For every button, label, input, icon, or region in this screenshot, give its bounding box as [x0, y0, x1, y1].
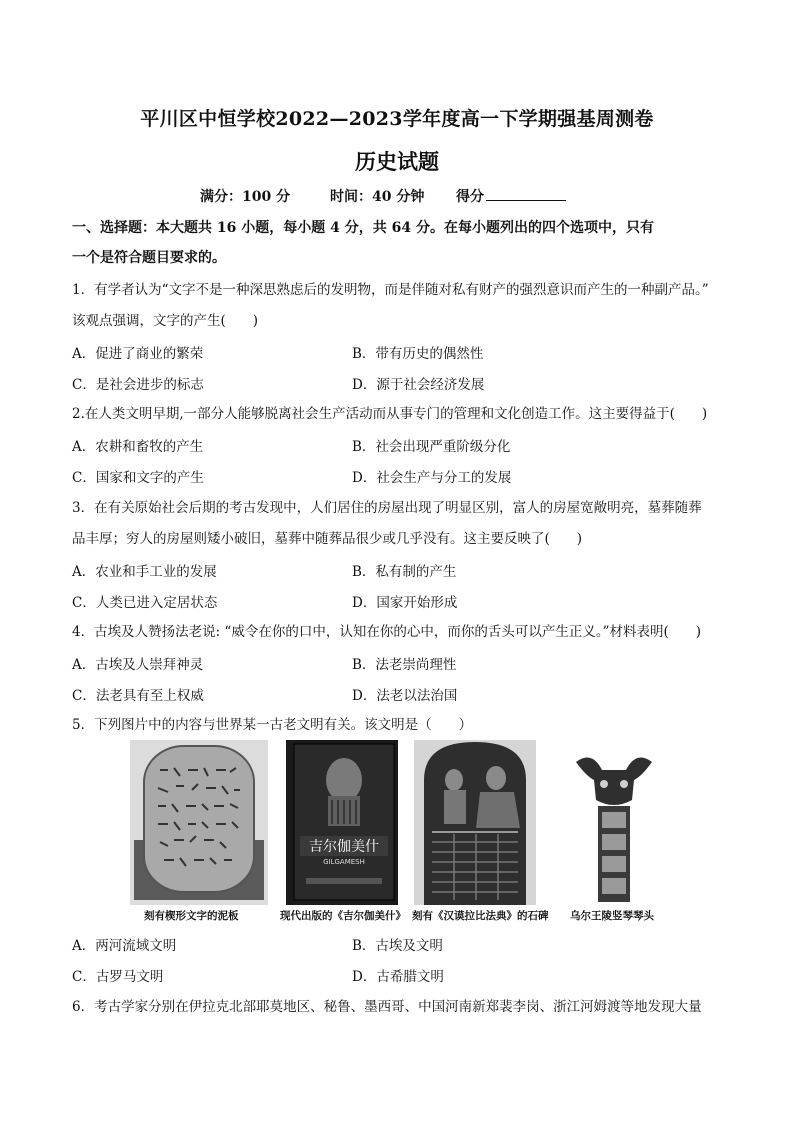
q2-option-b[interactable]: B．社会出现严重阶级分化: [352, 439, 511, 455]
book-title-text: 吉尔伽美什: [309, 839, 379, 855]
gilgamesh-book-image: [286, 740, 398, 905]
book-subtitle-text: GILGAMESH: [323, 858, 365, 866]
q3-option-d[interactable]: D．国家开始形成: [352, 595, 458, 611]
score-field: [456, 186, 566, 206]
q1-option-c[interactable]: C．是社会进步的标志: [72, 377, 204, 393]
q5-option-a[interactable]: A．两河流域文明: [72, 938, 177, 954]
caption-stele: 刻有《汉谟拉比法典》的石碑: [412, 910, 549, 922]
question-3-line2: 品丰厚；穷人的房屋则矮小破旧，墓葬中随葬品很少或几乎没有。这主要反映了( ): [72, 531, 583, 547]
exam-subtitle: 历史试题: [355, 149, 439, 174]
section-heading-line2: 一个是符合题目要求的。: [72, 250, 226, 266]
q4-option-b[interactable]: B．法老崇尚理性: [352, 657, 457, 673]
score-label: 得分: [456, 189, 484, 205]
q5-option-c[interactable]: C．古罗马文明: [72, 969, 164, 985]
caption-clay-tablet: 刻有楔形文字的泥板: [144, 910, 239, 922]
question-5-line1: 5．下列图片中的内容与世界某一古老文明有关。该文明是（ ）: [72, 717, 473, 733]
caption-book: 现代出版的《吉尔伽美什》: [280, 910, 406, 922]
q5-option-d[interactable]: D．古希腊文明: [352, 969, 444, 985]
q1-option-d[interactable]: D．源于社会经济发展: [352, 377, 485, 393]
exam-title: 平川区中恒学校2022—2023学年度高一下学期强基周测卷: [140, 108, 654, 130]
caption-lyre: 乌尔王陵竖琴琴头: [570, 910, 654, 922]
q5-option-b[interactable]: B．古埃及文明: [352, 938, 443, 954]
exam-time: 时间：40 分钟: [330, 189, 425, 205]
q3-option-c[interactable]: C．人类已进入定居状态: [72, 595, 218, 611]
question-1-line1: 1．有学者认为“文字不是一种深思熟虑后的发明物，而是伴随对私有财产的强烈意识而产生的一种副产品。”: [72, 282, 709, 298]
score-blank[interactable]: [486, 186, 566, 201]
question-2-line1: 2.在人类文明早期,一部分人能够脱离社会生产活动而从事专门的管理和文化创造工作。这主要得益于( ): [72, 406, 708, 422]
q1-option-b[interactable]: B．带有历史的偶然性: [352, 346, 484, 362]
question-5-figures: [130, 740, 670, 925]
question-1-line2: 该观点强调，文字的产生( ): [72, 313, 259, 329]
q4-option-c[interactable]: C．法老具有至上权威: [72, 688, 204, 704]
section-heading-line1: 一、选择题：本大题共 16 小题，每小题 4 分，共 64 分。在每小题列出的四个选项中，只有: [72, 220, 654, 236]
full-score: 满分：100 分: [200, 189, 291, 205]
hammurabi-stele-image: [414, 740, 536, 905]
clay-tablet-image: [130, 740, 268, 905]
q2-option-d[interactable]: D．社会生产与分工的发展: [352, 470, 512, 486]
question-6-line1: 6．考古学家分别在伊拉克北部耶莫地区、秘鲁、墨西哥、中国河南新郑裴李岗、浙江河姆渡等地发现大量: [72, 999, 702, 1015]
question-4-line1: 4．古埃及人赞扬法老说: “威令在你的口中，认知在你的心中，而你的舌头可以产生正义。”材料表明( ): [72, 624, 702, 640]
q4-option-a[interactable]: A．古埃及人崇拜神灵: [72, 657, 204, 673]
q3-option-a[interactable]: A．农业和手工业的发展: [72, 564, 217, 580]
question-3-line1: 3．在有关原始社会后期的考古发现中，人们居住的房屋出现了明显区别，富人的房屋宽敞明亮，墓葬随葬: [72, 500, 702, 516]
q3-option-b[interactable]: B．私有制的产生: [352, 564, 457, 580]
q4-option-d[interactable]: D．法老以法治国: [352, 688, 458, 704]
q2-option-c[interactable]: C．国家和文字的产生: [72, 470, 204, 486]
q1-option-a[interactable]: A．促进了商业的繁荣: [72, 346, 204, 362]
lyre-head-image: [562, 740, 666, 905]
q2-option-a[interactable]: A．农耕和畜牧的产生: [72, 439, 204, 455]
exam-meta: [200, 186, 620, 206]
